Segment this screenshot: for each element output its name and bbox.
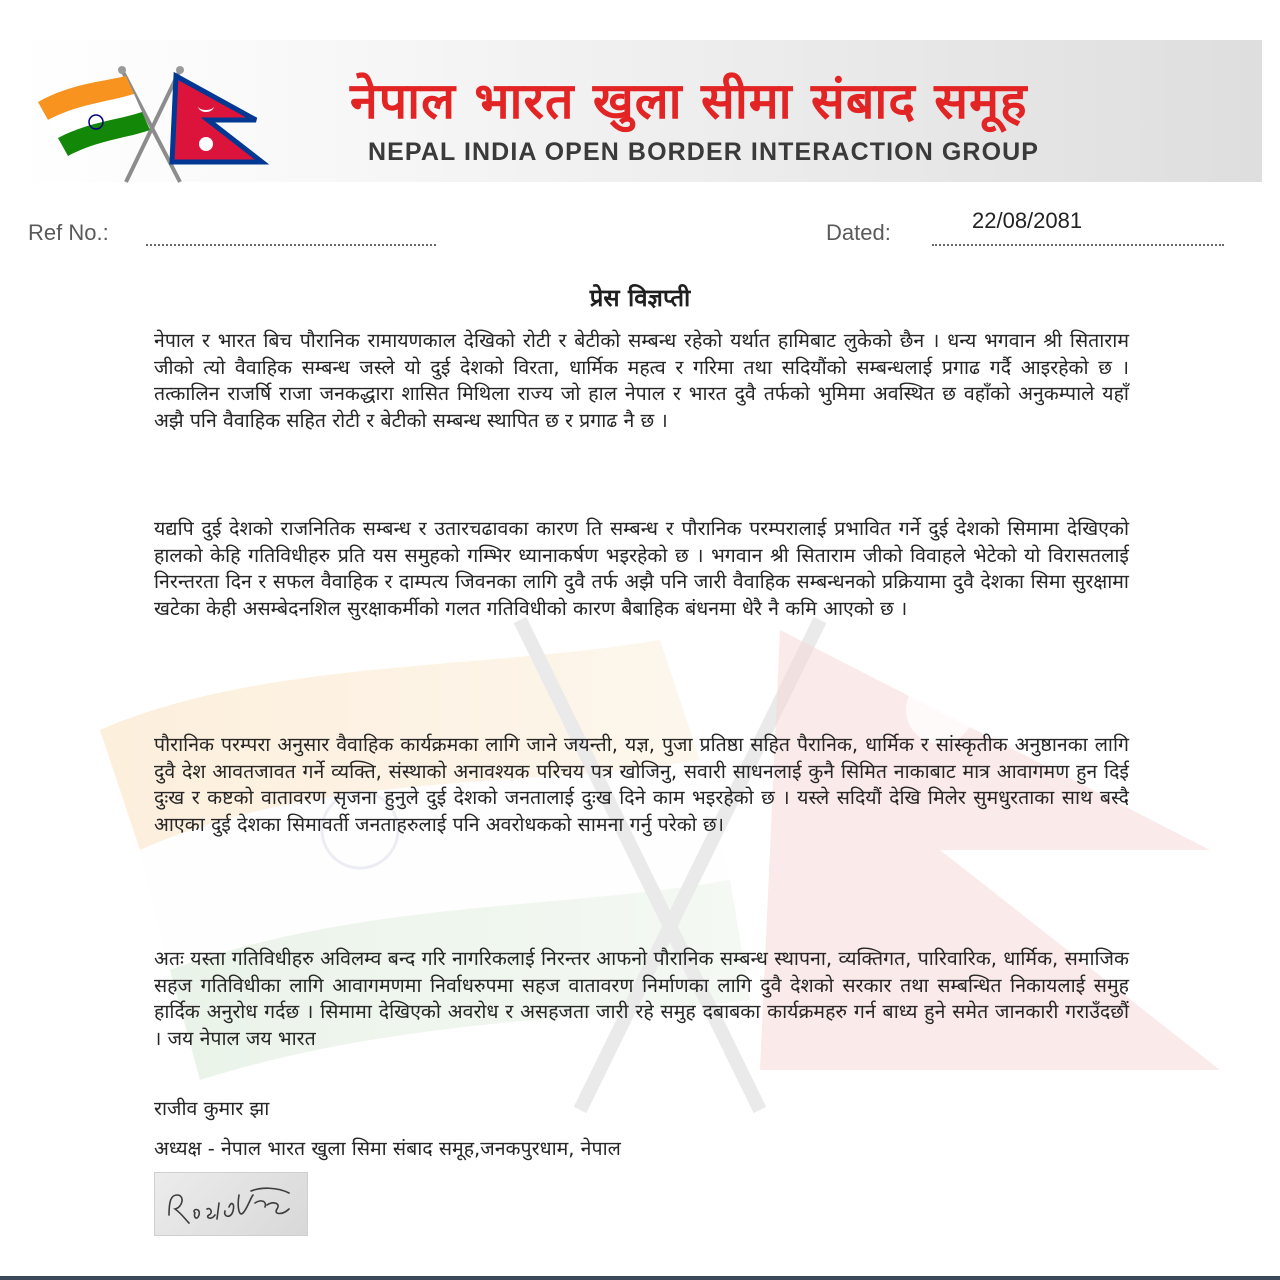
- nepal-flag-icon: [172, 76, 262, 162]
- signatory-title: अध्यक्ष - नेपाल भारत खुला सिमा संबाद समूह,जनकपुरधाम, नेपाल: [154, 1137, 621, 1160]
- letterhead-title-english: NEPAL INDIA OPEN BORDER INTERACTION GROUP: [368, 138, 1040, 166]
- paragraph-2: यद्यपि दुई देशको राजनितिक सम्बन्ध र उतारचढावका कारण ति सम्बन्ध र पौरानिक परम्परालाई प्रभावित गर्ने दुई देशको सिमामा देखिएको हालको केहि गतिविधीहरु प्रति यस समुहको गम्भिर ध्यानाकर्षण भइरहेको छ । भगवान श्री सिताराम जीको विवाहले भेटेको यो विरासतलाई निरन्तरता दिन र सफल वैवाहिक र दाम्पत्य जिवनका लागि दुवै तर्फ अझै पनि जारी वैवाहिक सम्बन्धनको प्रक्रियामा दुवै देशका सिमा सुरक्षामा खटेका केही असम्बेदनशिल सुरक्षाकर्मीको गलत गतिविधीको कारण बैबाहिक बंधनमा धेरै नै कमि आएको छ ।: [154, 517, 1129, 620]
- ref-date-row: [0, 208, 1280, 248]
- signature-image: [154, 1172, 308, 1236]
- crossed-flags-logo: [30, 62, 280, 187]
- date-dotted-line: [932, 244, 1224, 246]
- letterhead-title-nepali: नेपाल भारत खुला सीमा संबाद समूह: [350, 72, 1028, 130]
- date-label: Dated:: [826, 220, 891, 245]
- document-title: प्रेस विज्ञप्ती: [589, 284, 691, 312]
- paragraph-3: पौरानिक परम्परा अनुसार वैवाहिक कार्यक्रमका लागि जाने जयन्ती, यज्ञ, पुजा प्रतिष्ठा सहित पैरानिक, धार्मिक र सांस्कृतीक अनुष्ठानका लागि दुवै देश आवतजावत गर्ने व्यक्ति, संस्थाको अनावश्यक परिचय पत्र खोजिनु, सवारी साधनलाई कुनै सिमित नाकाबाट मात्र आवागमण हुन दिई दुःख र कष्टको वातावरण सृजना हुनुले दुई देशको जनतालाई दुःख दिने काम भइरहेको छ । यस्ले सदियौं देखि मिलेर सुमधुरताका साथ बस्दै आएका दुई देशका सिमावर्ती जनताहरुलाई पनि अवरोधकको सामना गर्नु परेको छ।: [154, 733, 1129, 836]
- paragraph-1: नेपाल र भारत बिच पौरानिक रामायणकाल देखिको रोटी र बेटीको सम्बन्ध रहेको यर्थात हामिबाट लुकेको छैन । धन्य भगवान श्री सिताराम जीको त्यो वैवाहिक सम्बन्ध जस्ले यो दुई देशको विरता, धार्मिक महत्व र गरिमा तथा सदियौंको सम्बन्धलाई प्रगाढ गर्दै आइरहेको छ । तत्कालिन राजर्षि राजा जनकद्धारा शासित मिथिला राज्य जो हाल नेपाल र भारत दुवै तर्फको भुमिमा अवस्थित छ वहाँको अनुकम्पाले यहाँ अझै पनि वैवाहिक सहित रोटी र बेटीको सम्बन्ध स्थापित छ र प्रगाढ नै छ ।: [154, 329, 1129, 432]
- bottom-border: [0, 1276, 1280, 1280]
- ref-label: Ref No.:: [28, 220, 109, 245]
- date-value: 22/08/2081: [972, 208, 1083, 233]
- ref-dotted-line: [146, 244, 436, 246]
- paragraph-4: अतः यस्ता गतिविधीहरु अविलम्व बन्द गरि नागरिकलाई निरन्तर आफनो पौरानिक सम्बन्ध स्थापना, व्यक्तिगत, पारिवारिक, धार्मिक, समाजिक सहज गतिविधीका लागि आवागमणमा निर्वाधरुपमा सहज वातावरण निर्माणका लागि दुवै देशको सरकार तथा सम्बन्धित निकायलाई समुह हार्दिक अनुरोध गर्दछ । सिमामा देखिएको अवरोध र असहजता जारी रहे समुह दबाबका कार्यक्रमहरु गर्न बाध्य हुने समेत जानकारी गराउँदछौं । जय नेपाल जय भारत: [154, 947, 1129, 1050]
- signature-scribble: [155, 1173, 307, 1235]
- signatory-name: राजीव कुमार झा: [154, 1097, 270, 1120]
